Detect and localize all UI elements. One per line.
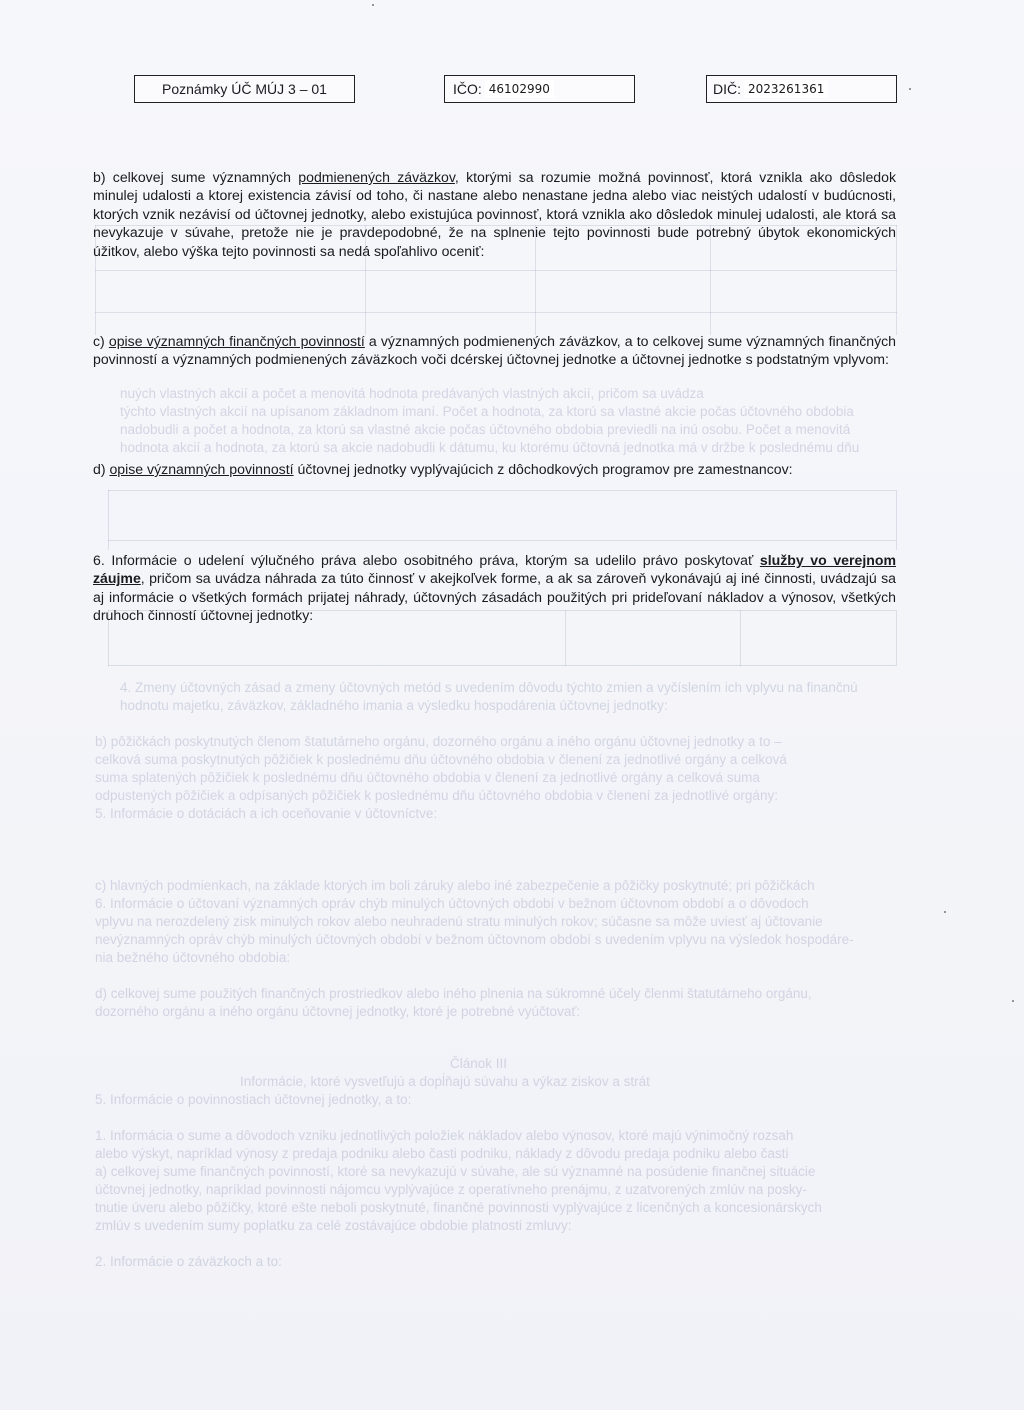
section-c-prefix: c) [93,333,109,349]
ico-label: IČO: [453,81,482,97]
scan-speck [909,88,911,90]
form-code-box [134,75,355,103]
dic-value: 2023261361 [744,80,828,98]
section-6-prefix: 6. Informácie o udelení výlučného práva alebo osobitného práva, ktorým sa udelilo právo poskytovať [93,552,760,568]
section-b-text: , ktorými sa rozumie možná povinnosť, ktorá vznikla ako dôsledok minulej udalosti a ktorej existencia závisí od toho, či nastane alebo nenastane jedna alebo viac neistých udalostí v budúcnosti, ktorých vznik nezávisí od účtovnej jednotky, alebo existujúca povinnosť, ktorá vznikla ako dôsledok minulej udalosti, ale ktorá sa nevykazuje v súvahe, pretože nie je pravdepodobné, že na splnenie tejto povinnosti bude potrebný úbytok ekonomických úžitkov, alebo výška tejto povinnosti sa nedá spoľahlivo oceniť: [93,169,897,259]
section-c-underlined-term: opise významných finančných povinností [108,333,365,349]
scan-speck [944,911,946,913]
section-b-paragraph [93,168,896,260]
ico-value: 46102990 [485,80,554,98]
section-c-paragraph [93,332,896,369]
dic-box [706,75,897,103]
section-6-emphasis-term: služby vo verejnom záujme [93,552,896,587]
section-b-prefix: b) celkovej sume významných [93,169,299,185]
ico-box [444,75,635,103]
section-d-paragraph [93,460,896,478]
form-code-label: Poznámky ÚČ MÚJ 3 – 01 [162,81,327,97]
section-6-text: , pričom sa uvádza náhrada za túto činnosť v akejkoľvek forme, a ak sa zároveň vykonávajú aj iné činnosti, uvádzajú sa aj informácie o všetkých formách prijatej náhrady, účtovných zásadách použitých pri prideľovaní nákladov a výnosov, všetkých druhoch činností účtovnej jednotky: [93,570,896,624]
section-d-underlined-term: opise významných povinností [109,461,294,477]
section-b-underlined-term: podmienených záväzkov [298,169,455,185]
dic-label: DIČ: [713,81,741,97]
document-page: nuých vlastných akcií a počet a menovitá hodnota predávaných vlastných akcií, pričom sa uvádza týchto vlastných akcií na upísanom základnom imaní. Počet a hodnota, za ktorú sa vlastné akcie počas účtovného obdobia nadobudli a počet a hodnota, za ktorú sa vlastné akcie počas účtovného obdobia previedli na inú osobu. Počet a menovitá hodnota akcií a hodnota, za ktorú sa akcie nadobudli k dátumu, ku ktorému účtovná jednotka má v držbe k poslednému dňu 4. Zmeny účtovných zásad a zmeny účtovných metód s uvedením dôvodu týchto zmien a vyčíslením ich vplyvu na finančnú hodnotu majetku, záväzkov, základného imania a výsledku hospodárenia účtovnej jednotky: b) pôžičkách poskytnutých členom štatutárneho orgánu, dozorného orgánu a iného orgánu účtovnej jednotky a to – celková suma poskytnutých pôžičiek k poslednému dňu účtovného obdobia v členení za jednotlivé orgány a celková suma splatených pôžičiek k poslednému dňu účtovného obdobia v členení za jednotlivé orgány a celková suma odpustených pôžičiek a odpísaných pôžičiek k poslednému dňu účtovného obdobia v členení za jednotlivé orgány: 5. Informácie o dotáciách a ich oceňovanie v účtovníctve: c) hlavných podmienkach, na základe ktorých im boli záruky alebo iné zabezpečenie a pôžičky poskytnuté; pri pôžičkách 6. Informácie o účtovaní významných opráv chýb minulých účtovných období v bežnom účtovnom období a o dôvodoch vplyvu na nerozdelený zisk minulých rokov alebo neuhradenú stratu minulých rokov; súčasne sa môže uviesť aj účtovanie nevýznamných opráv chýb minulých účtovných období v bežnom účtovnom období s uvedením vplyvu na výsledok hospodáre- nia bežného účtovného obdobia: d) celkovej sume použitých finančných prostriedkov alebo iného plnenia na súkromné účely členmi štatutárneho orgánu, dozorného orgánu a iného orgánu účtovnej jednotky, ktoré je potrebné vyúčtovať: Článok III Informácie, ktoré vysvetľujú a dopĺňajú súvahu a výkaz ziskov a strát 5. Informácie o povinnostiach účtovnej jednotky, a to: 1. Informácia o sume a dôvodoch vzniku jednotlivých položiek nákladov alebo výnosov, ktoré majú výnimočný rozsah alebo výskyt, napríklad výnosy z predaja podniku alebo časti podniku, náklady z dôvodu predaja podniku alebo časti a) celkovej sume finančných povinností, ktoré sa nevykazujú v súvahe, ale sú významné na posúdenie finančnej situácie účtovnej jednotky, napríklad povinnosti nájomcu vyplývajúce z operatívneho prenájmu, z uzatvorených zmlúv na posky- tnutie úveru alebo pôžičky, ktoré ešte neboli poskytnuté, finančné povinnosti vyplývajúce z licenčných a koncesionárskych zmlúv s uvedením sumy poplatku za celé zostávajúce obdobie platnosti zmluvy: 2. Informácie o záväzkoch a to: Poznámky ÚČ MÚJ 3 – 01 IČO: 46102990 DIČ: 2023261361 b) celkovej sume významných podmienených záväzkov, ktorými sa rozumie možná povinnosť, ktorá vznikla ako dôsledok minulej udalosti a ktorej existencia závisí od toho, či nastane alebo nenastane jedna alebo viac neistých udalostí v budúcnosti, ktorých vznik nezávisí od účtovnej jednotky, alebo existujúca povinnosť, ktorá vznikla ako dôsledok minulej udalosti, ale ktorá sa nevykazuje v súvahe, pretože nie je pravdepodobné, že na splnenie tejto povinnosti bude potrebný úbytok ekonomických úžitkov, alebo výška tejto povinnosti sa nedá spoľahlivo oceniť: c) opise významných finančných povinností a významných podmienených záväzkov, a to celkovej sume významných finančných povinností a významných podmienených záväzkoch voči dcérskej účtovnej jednotke a účtovnej jednotke s podstatným vplyvom: d) opise významných povinností účtovnej jednotky vyplývajúcich z dôchodkových programov pre zamestnancov: 6. Informácie o udelení výlučného práva alebo osobitného práva, ktorým sa udelilo právo poskytovať služby vo verejnom záujme, pričom sa uvádza náhrada za túto činnosť v akejkoľvek forme, a ak sa zároveň vykonávajú aj iné činnosti, uvádzajú sa aj informácie o všetkých formách prijatej náhrady, účtovných zásadách použitých pri prideľovaní nákladov a výnosov, všetkých druhoch činností účtovnej jednotky: [0,0,1024,1410]
section-6-paragraph [93,551,896,625]
scan-speck [372,4,374,6]
scan-speck [1012,1000,1014,1002]
section-c-text: a významných podmienených záväzkov, a to celkovej sume významných finančných povinností a významných podmienených záväzkoch voči dcérskej účtovnej jednotke a účtovnej jednotke s podstatným vplyvom: [93,333,897,368]
section-d-prefix: d) [93,461,110,477]
section-d-text: účtovnej jednotky vyplývajúcich z dôchodkových programov pre zamestnancov: [293,461,793,477]
